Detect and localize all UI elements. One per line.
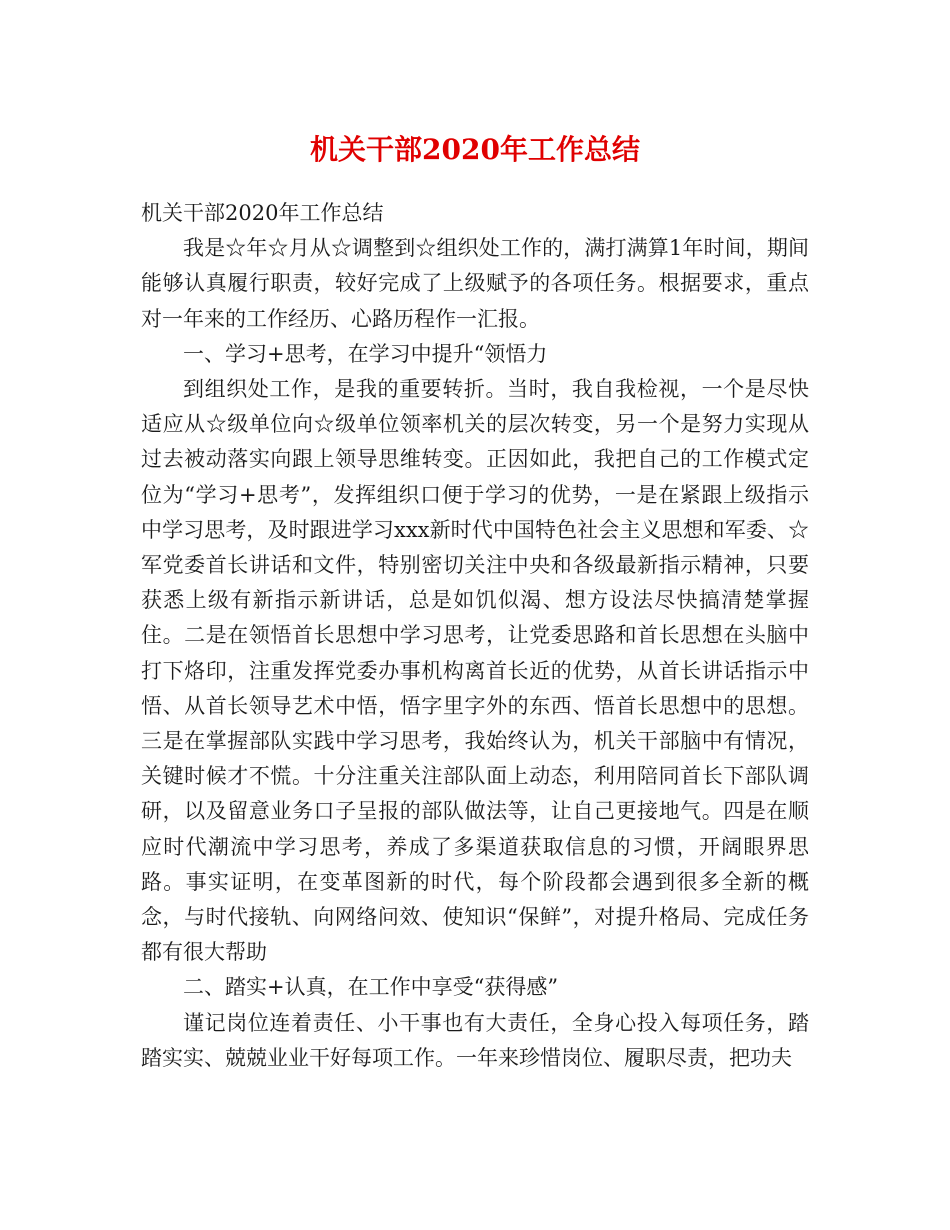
- paragraph: 机关干部2020年工作总结: [141, 201, 384, 225]
- paragraph: 到组织处工作，是我的重要转折。当时，我自我检视，一个是尽快适应从☆级单位向☆级单位领率机关的层次转变，另一个是努力实现从过去被动落实向跟上领导思维转变。正因如此，我把自己的工作模式定位为“学习+思考”，发挥组织口便于学习的优势，一是在紧跟上级指示中学习思考，及时跟进学习xxx新时代中国特色社会主义思想和军委、☆军党委首长讲话和文件，特别密切关注中央和各级最新指示精神，只要获悉上级有新指示新讲话，总是如饥似渴、想方设法尽快搞清楚掌握住。二是在领悟首长思想中学习思考，让党委思路和首长思想在头脑中打下烙印，注重发挥党委办事机构离首长近的优势，从首长讲话指示中悟、从首长领导艺术中悟，悟字里字外的东西、悟首长思想中的思想。三是在掌握部队实践中学习思考，我始终认为，机关干部脑中有情况，关键时候才不慌。十分注重关注部队面上动态，利用陪同首长下部队调研，以及留意业务口子呈报的部队做法等，让自己更接地气。四是在顺应时代潮流中学习思考，养成了多渠道获取信息的习惯，开阔眼界思路。事实证明，在变革图新的时代，每个阶段都会遇到很多全新的概念，与时代接轨、向网络问效、使知识“保鲜”，对提升格局、完成任务都有很大帮助: [141, 377, 809, 965]
- paragraph: 谨记岗位连着责任、小干事也有大责任，全身心投入每项任务，踏踏实实、兢兢业业干好每项工作。一年来珍惜岗位、履职尽责，把功夫: [141, 1010, 809, 1070]
- paragraph: 我是☆年☆月从☆调整到☆组织处工作的，满打满算1年时间，期间能够认真履行职责，较好完成了上级赋予的各项任务。根据要求，重点对一年来的工作经历、心路历程作一汇报。: [141, 236, 809, 331]
- document-title: 机关干部2020年工作总结: [310, 133, 640, 166]
- section-heading: 一、学习+思考，在学习中提升“领悟力: [183, 341, 548, 366]
- document-body: [141, 196, 809, 1076]
- section-heading: 二、踏实+认真，在工作中享受“获得感”: [183, 975, 559, 1000]
